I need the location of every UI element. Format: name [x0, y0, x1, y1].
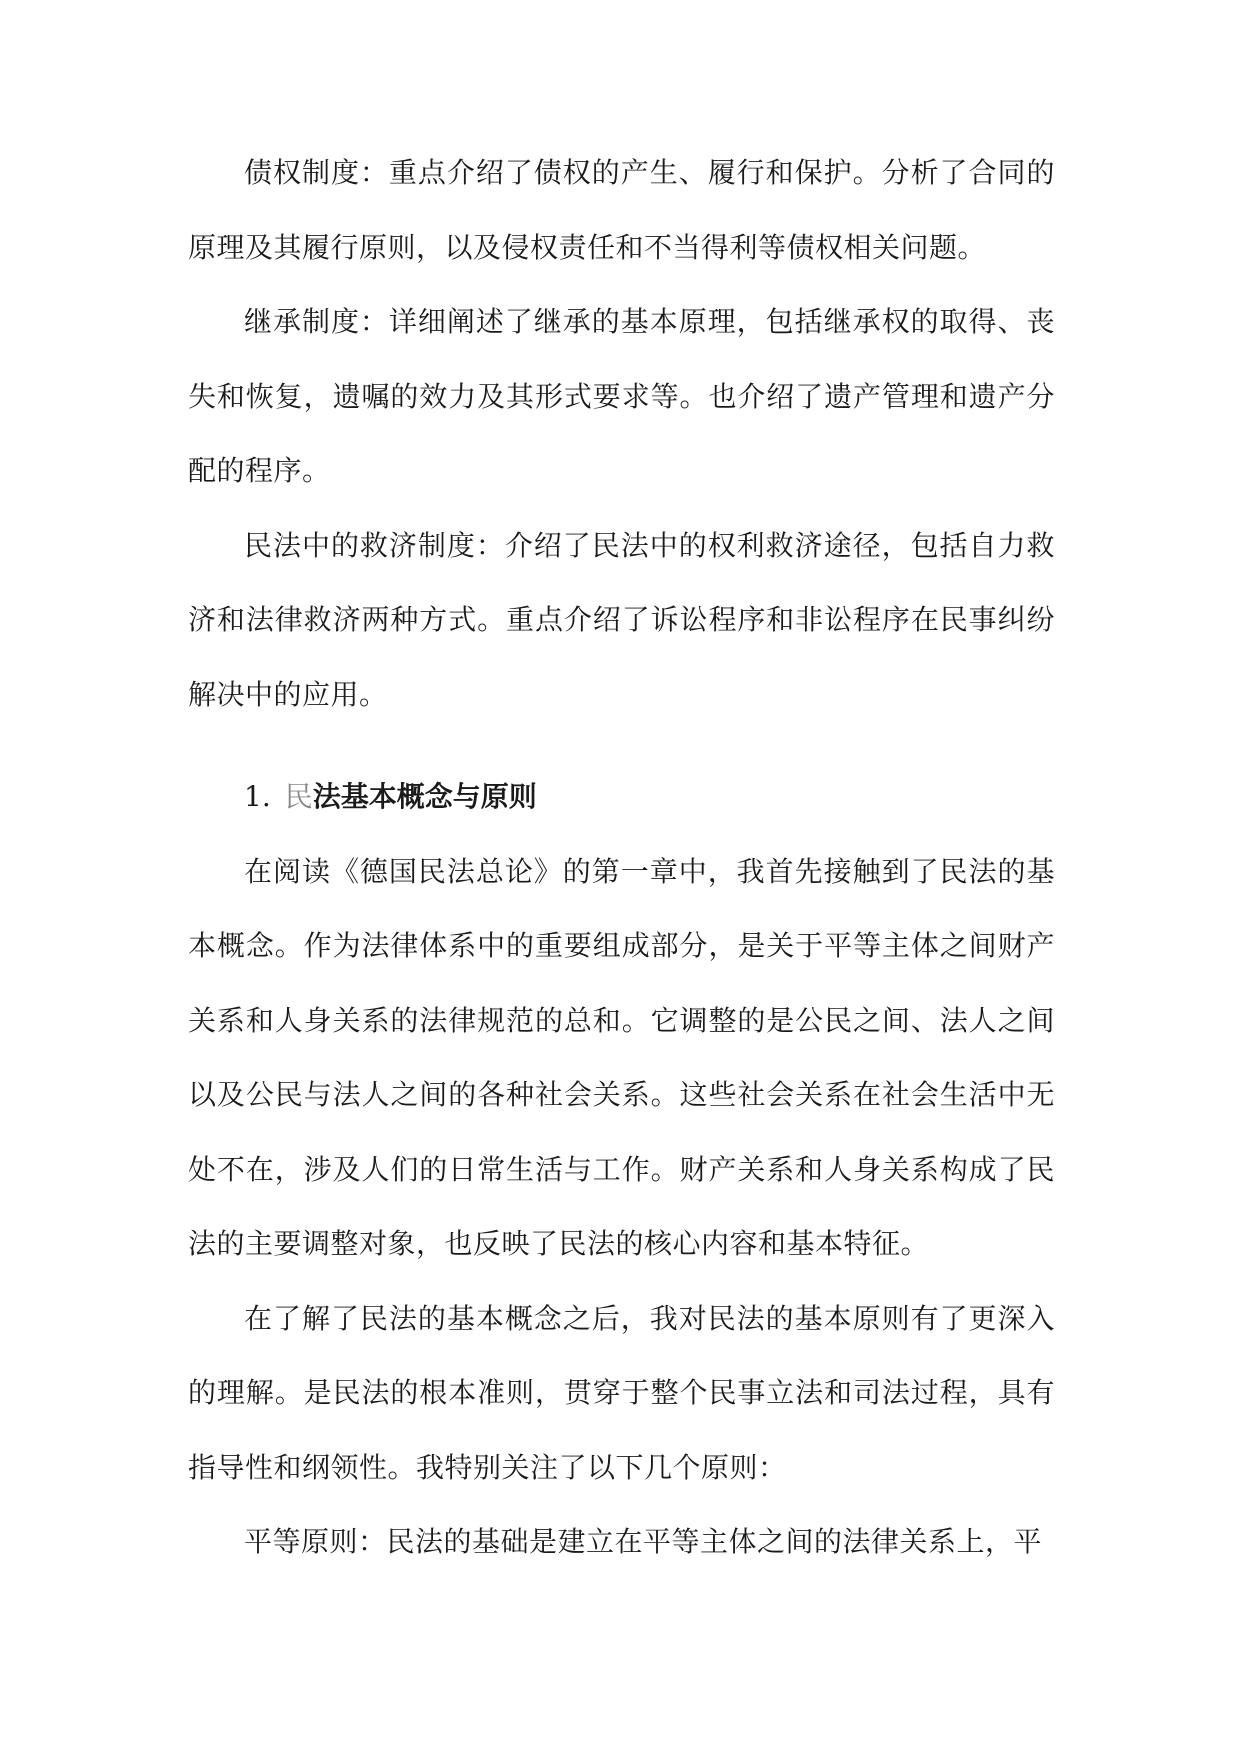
- paragraph-equality-principle: 平等原则：民法的基础是建立在平等主体之间的法律关系上，平: [244, 1525, 1043, 1558]
- section-number: 1.: [244, 780, 271, 813]
- section-title-rest: 法基本概念与原则: [312, 780, 537, 813]
- section-title-first-char: 民: [284, 780, 313, 813]
- paragraph-basic-concept: 在阅读《德国民法总论》的第一章中，我首先接触到了民法的基本概念。作为法律体系中的重要组成部分，是关于平等主体之间财产关系和人身关系的法律规范的总和。它调整的是公民之间、法人之间以及公民与法人之间的各种社会关系。这些社会关系在社会生活中无处不在，涉及人们的日常生活与工作。财产关系和人身关系构成了民法的主要调整对象，也反映了民法的核心内容和基本特征。: [188, 854, 1055, 1260]
- paragraph-remedy-system: 民法中的救济制度：介绍了民法中的权利救济途径，包括自力救济和法律救济两种方式。重点介绍了诉讼程序和非讼程序在民事纠纷解决中的应用。: [188, 528, 1055, 711]
- section-gap: [188, 732, 1055, 760]
- section-heading: [188, 760, 1055, 835]
- paragraph-debt-system: 债权制度：重点介绍了债权的产生、履行和保护。分析了合同的原理及其履行原则，以及侵权责任和不当得利等债权相关问题。: [188, 156, 1055, 264]
- paragraph-basic-principles: 在了解了民法的基本概念之后，我对民法的基本原则有了更深入的理解。是民法的根本准则，贯穿于整个民事立法和司法过程，具有指导性和纲领性。我特别关注了以下几个原则：: [188, 1301, 1055, 1484]
- paragraph-inheritance-system: 继承制度：详细阐述了继承的基本原理，包括继承权的取得、丧失和恢复，遗嘱的效力及其形式要求等。也介绍了遗产管理和遗产分配的程序。: [188, 305, 1055, 487]
